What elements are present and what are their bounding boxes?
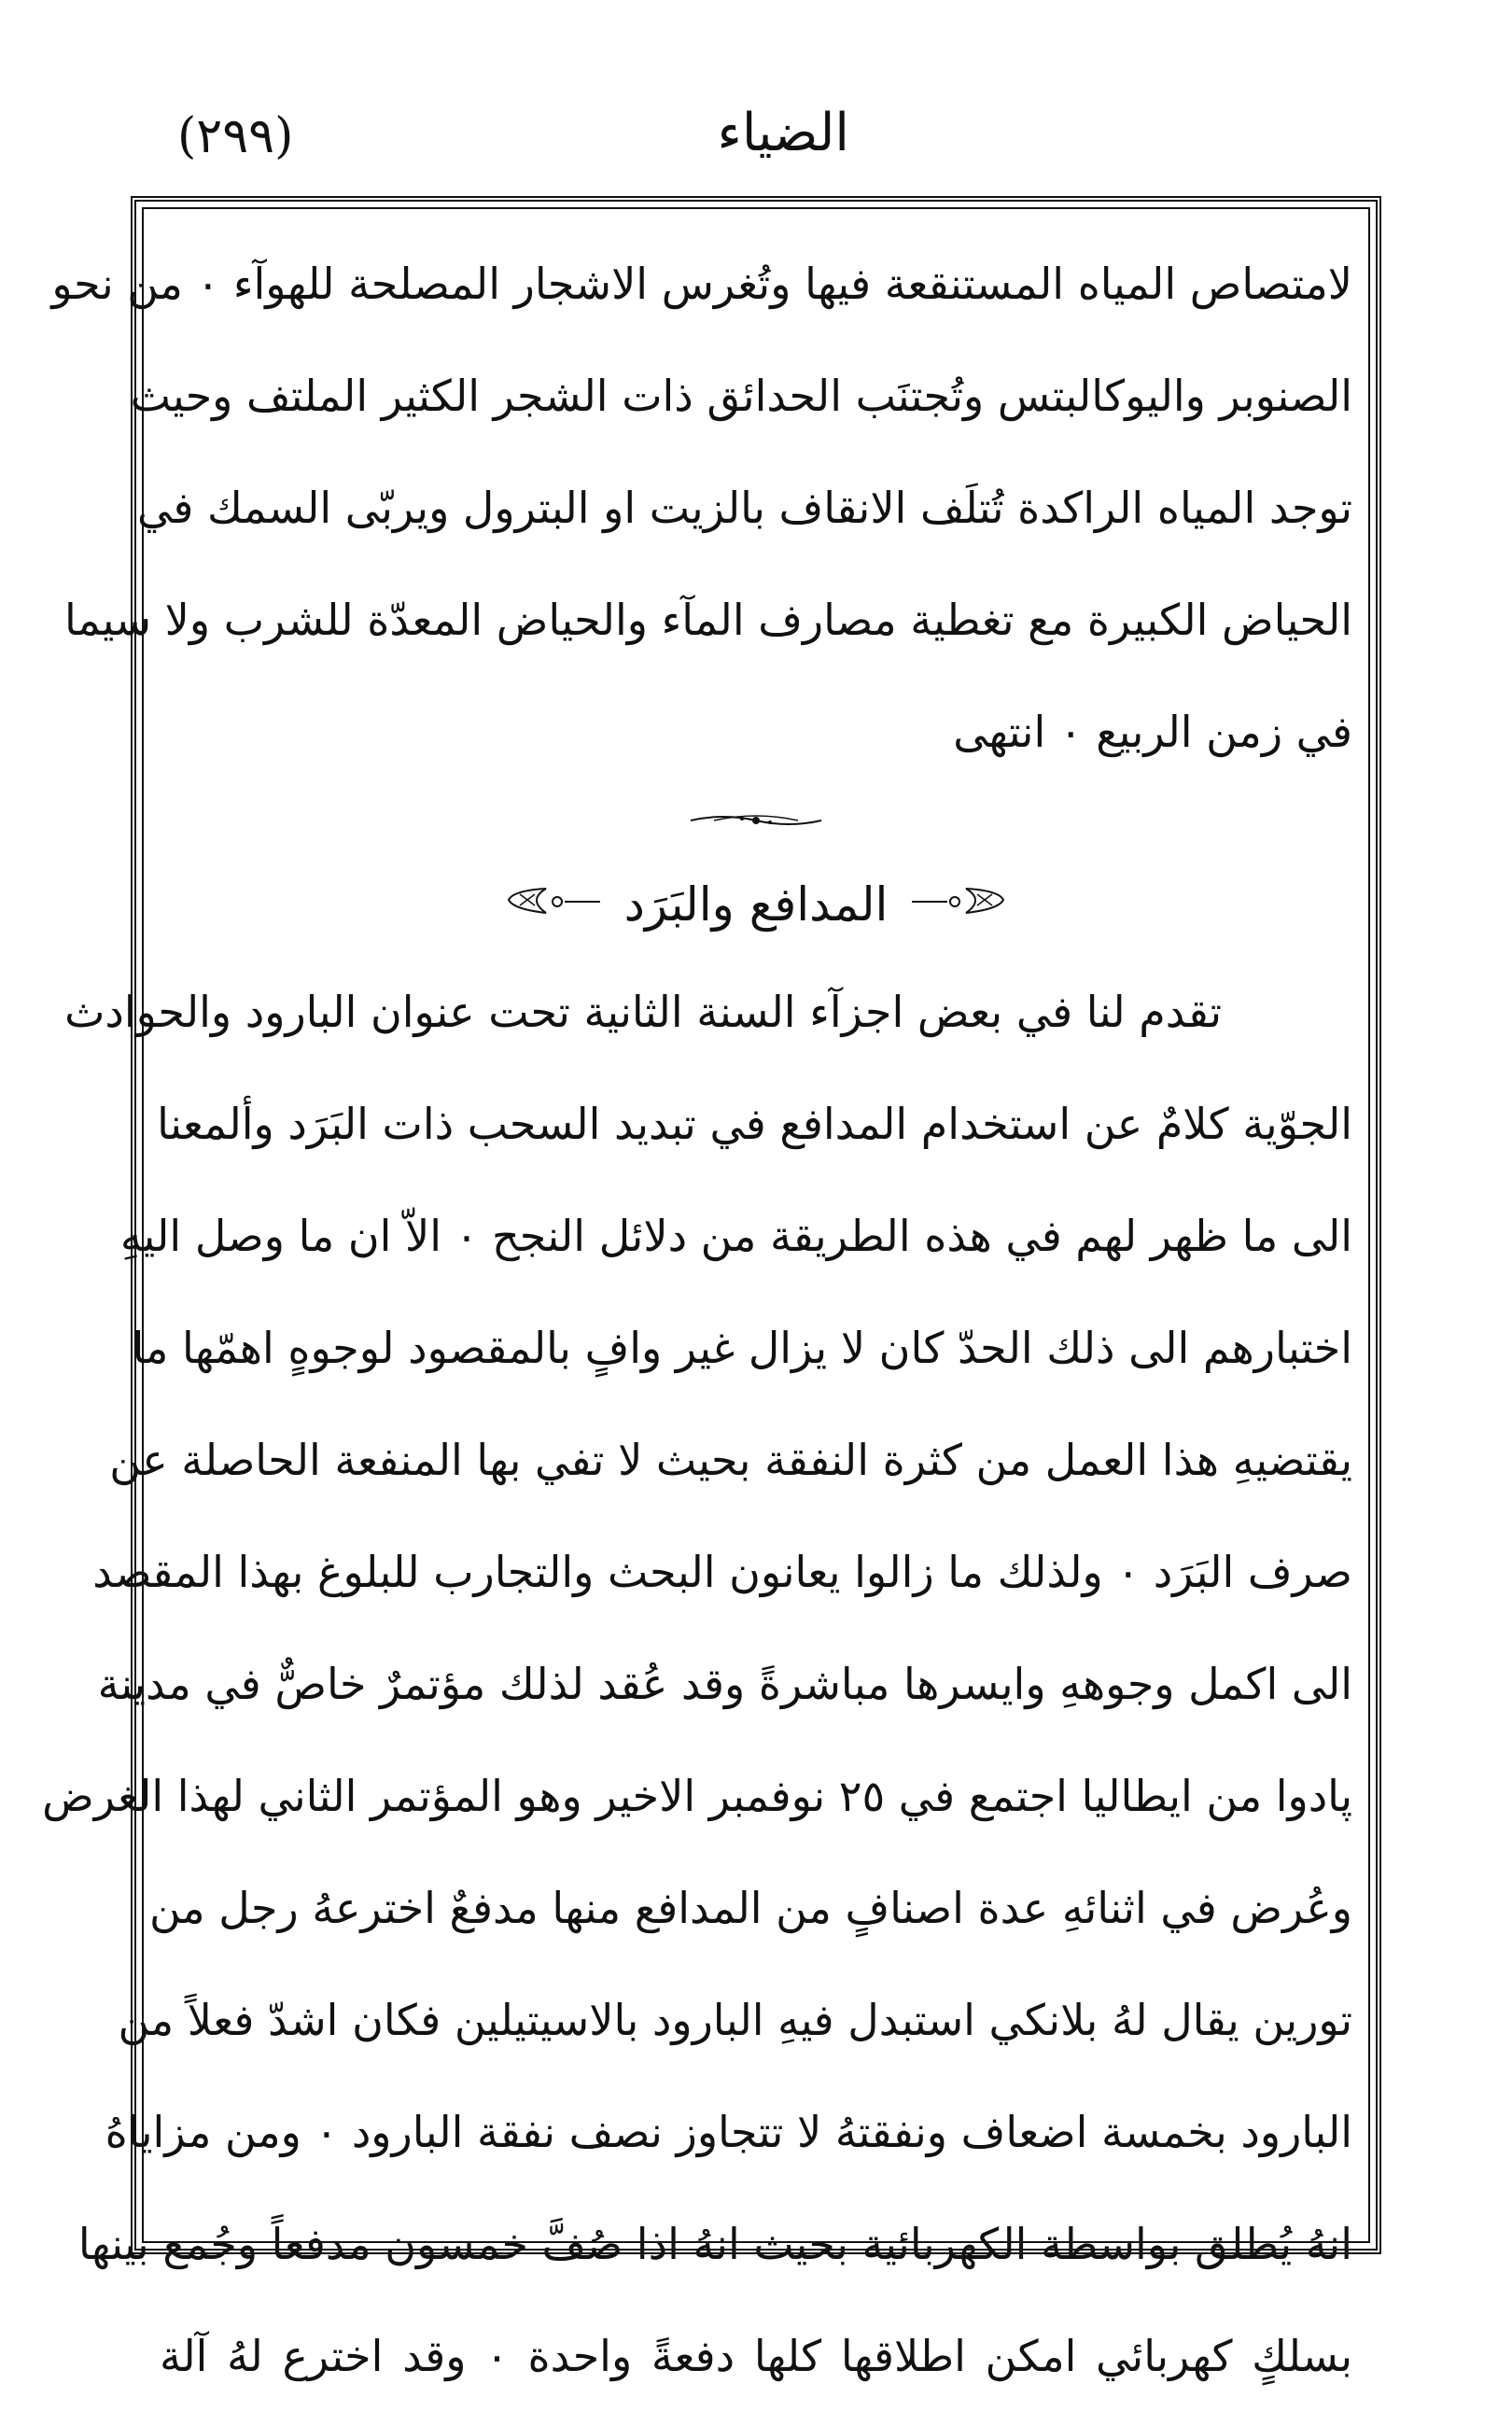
section-heading xyxy=(160,853,1352,956)
left-flourish-icon xyxy=(910,881,1013,928)
page-body xyxy=(42,228,1353,2381)
text-line: توجد المياه الراكدة تُتلَف الانقاف بالزيت او البترول ويربّى السمك في xyxy=(137,483,1352,533)
text-line: في زمن الربيع ٠ انتهى xyxy=(953,707,1352,757)
text-line: تقدم لنا في بعض اجزآء السنة الثانية تحت عنوان البارود والحوادث xyxy=(64,987,1222,1037)
text-line: صرف البَرَد ٠ ولذلك ما زالوا يعانون البحث والتجارب للبلوغ بهذا المقصد xyxy=(92,1547,1352,1597)
text-line: الحياض الكبيرة مع تغطية مصارف المآء والحياض المعدّة للشرب ولا سيما xyxy=(63,595,1352,645)
text-line: بسلكٍ كهربائي امكن اطلاقها كلها دفعةً واحدة ٠ وقد اخترع لهُ آلة xyxy=(160,2331,1353,2381)
section-title: المدافع والبَرَد xyxy=(623,877,889,932)
page-number: (٢٩٩) xyxy=(177,108,294,164)
section-divider-ornament xyxy=(160,788,1352,853)
page-border xyxy=(42,196,1381,2381)
text-line: الجوّية كلامٌ عن استخدام المدافع في تبديد السحب ذات البَرَد وألمعنا xyxy=(157,1099,1352,1149)
right-flourish-icon xyxy=(499,881,602,928)
text-line: الى ما ظهر لهم في هذه الطريقة من دلائل النجح ٠ الاّ ان ما وصل اليهِ xyxy=(119,1211,1352,1261)
text-line: الى اكمل وجوههِ وايسرها مباشرةً وقد عُقد لذلك مؤتمرٌ خاصٌّ في مدينة xyxy=(97,1659,1352,1709)
page-header xyxy=(140,103,1372,187)
text-line: پادوا من ايطاليا اجتمع في ٢٥ نوفمبر الاخير وهو المؤتمر الثاني لهذا الغرض xyxy=(42,1771,1352,1821)
text-line: الصنوبر واليوكالبتس وتُجتنَب الحدائق ذات الشجر الكثير الملتف وحيث xyxy=(130,371,1352,421)
running-title: الضياء xyxy=(717,103,849,163)
text-line: البارود بخمسة اضعاف ونفقتهُ لا تتجاوز نصف نفقة البارود ٠ ومن مزاياهُ xyxy=(105,2107,1352,2157)
text-line: تورين يقال لهُ بلانكي استبدل فيهِ البارود بالاسيتيلين فكان اشدّ فعلاً من xyxy=(118,1995,1352,2045)
text-line: اختبارهم الى ذلك الحدّ كان لا يزال غير وافٍ بالمقصود لوجوهٍ اهمّها ما xyxy=(132,1323,1352,1373)
text-line: انهُ يُطلق بواسطة الكهربائية بحيث انهُ اذا صُفَّ خمسون مدفعاً وجُمع بينها xyxy=(77,2219,1352,2269)
text-line: يقتضيهِ هذا العمل من كثرة النفقة بحيث لا تفي بها المنفعة الحاصلة عن xyxy=(109,1435,1352,1485)
text-line: وعُرض في اثنائهِ عدة اصنافٍ من المدافع منها مدفعٌ اخترعهُ رجل من xyxy=(148,1883,1352,1933)
text-line: لامتصاص المياه المستنقعة فيها وتُغرس الاشجار المصلحة للهوآء ٠ من نحو xyxy=(51,259,1352,309)
